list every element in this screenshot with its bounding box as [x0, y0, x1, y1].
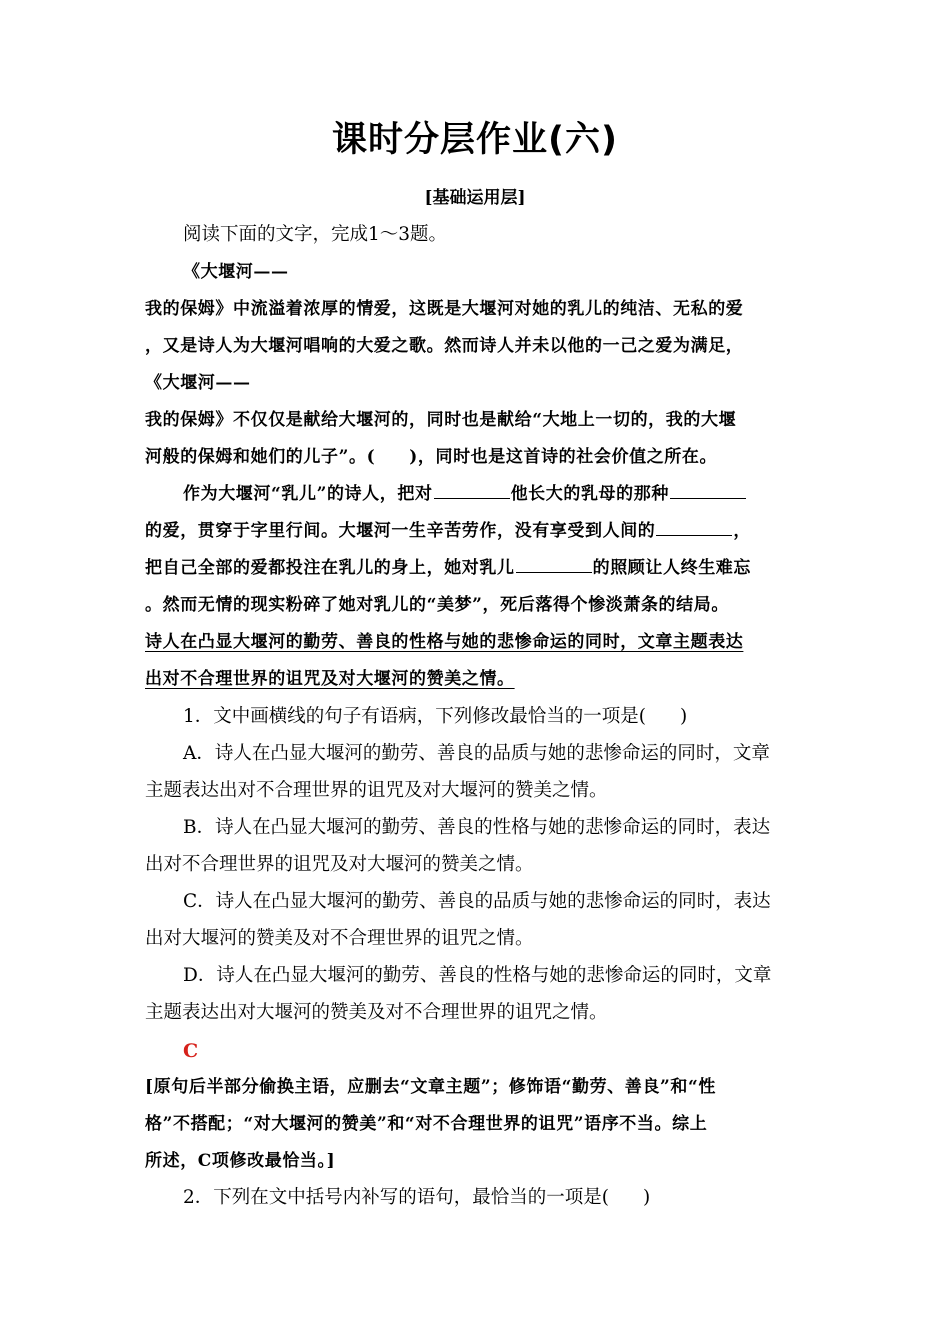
- option-c: C．诗人在凸显大堰河的勤劳、善良的品质与她的悲惨命运的同时，表达: [183, 891, 771, 912]
- instruction-text: 阅读下面的文字，完成1～3题。: [183, 224, 448, 245]
- explanation-line: 所述，C项修改最恰当。]: [145, 1151, 336, 1171]
- explanation-line: 格”不搭配；“对大堰河的赞美”和“对不合理世界的诅咒”语序不当。综上: [145, 1114, 708, 1134]
- passage-text: 把自己全部的爱都投注在乳儿的身上，她对乳儿: [145, 558, 515, 578]
- section-heading: [基础运用层]: [424, 188, 526, 208]
- passage-line: 《大堰河——: [145, 373, 251, 393]
- page-title: 课时分层作业(六): [332, 120, 618, 160]
- option-d: 主题表达出对大堰河的赞美及对不合理世界的诅咒之情。: [145, 1002, 608, 1023]
- passage-line: [145, 519, 805, 543]
- option-a: A．诗人在凸显大堰河的勤劳、善良的品质与她的悲惨命运的同时，文章: [183, 743, 770, 764]
- option-c: 出对大堰河的赞美及对不合理世界的诅咒之情。: [145, 928, 534, 949]
- fill-blank: [670, 482, 746, 499]
- passage-text: 的爱，贯穿于字里行间。大堰河一生辛苦劳作，没有享受到人间的: [145, 521, 656, 541]
- explanation-line: [原句后半部分偷换主语，应删去“文章主题”；修饰语“勤劳、善良”和“性: [145, 1077, 716, 1097]
- fill-blank: [434, 482, 510, 499]
- passage-line: [145, 445, 805, 469]
- passage-line: [145, 556, 805, 580]
- fill-blank: [516, 556, 592, 573]
- option-a: 主题表达出对不合理世界的诅咒及对大堰河的赞美之情。: [145, 780, 608, 801]
- passage-text: 河般的保姆和她们的儿子”。(: [145, 447, 376, 467]
- passage-line: 《大堰河——: [183, 262, 289, 282]
- passage-line: ，又是诗人为大堰河唱响的大爱之歌。然而诗人并未以他的一己之爱为满足，: [145, 336, 744, 356]
- passage-text: 的照顾让人终生难忘: [592, 558, 752, 578]
- passage-text: ，: [733, 521, 752, 541]
- passage-line: [183, 482, 803, 506]
- option-d: D．诗人在凸显大堰河的勤劳、善良的性格与她的悲惨命运的同时，文章: [183, 965, 772, 986]
- passage-text: )，同时也是这首诗的社会价值之所在。: [409, 447, 718, 467]
- passage-text: 作为大堰河“乳儿”的诗人，把对: [183, 484, 433, 504]
- option-b: B．诗人在凸显大堰河的勤劳、善良的性格与她的悲惨命运的同时，表达: [183, 817, 771, 838]
- underlined-sentence: 出对不合理世界的诅咒及对大堰河的赞美之情。: [145, 669, 515, 689]
- passage-text: 他长大的乳母的那种: [510, 484, 669, 504]
- passage-line: 。然而无情的现实粉碎了她对乳儿的“美梦”，死后落得个惨淡萧条的结局。: [145, 595, 729, 615]
- question-2-stem: 2．下列在文中括号内补写的语句，最恰当的一项是( ): [183, 1187, 651, 1208]
- underlined-sentence: 诗人在凸显大堰河的勤劳、善良的性格与她的悲惨命运的同时，文章主题表达: [145, 632, 744, 652]
- option-b: 出对不合理世界的诅咒及对大堰河的赞美之情。: [145, 854, 534, 875]
- passage-line: 我的保姆》中流溢着浓厚的情爱，这既是大堰河对她的乳儿的纯洁、无私的爱: [145, 299, 744, 319]
- passage-line: 我的保姆》不仅仅是献给大堰河的，同时也是献给“大地上一切的，我的大堰: [145, 410, 737, 430]
- answer-key: C: [183, 1040, 199, 1062]
- question-1-stem: 1．文中画横线的句子有语病，下列修改最恰当的一项是( ): [183, 706, 688, 727]
- fill-blank: [656, 519, 732, 536]
